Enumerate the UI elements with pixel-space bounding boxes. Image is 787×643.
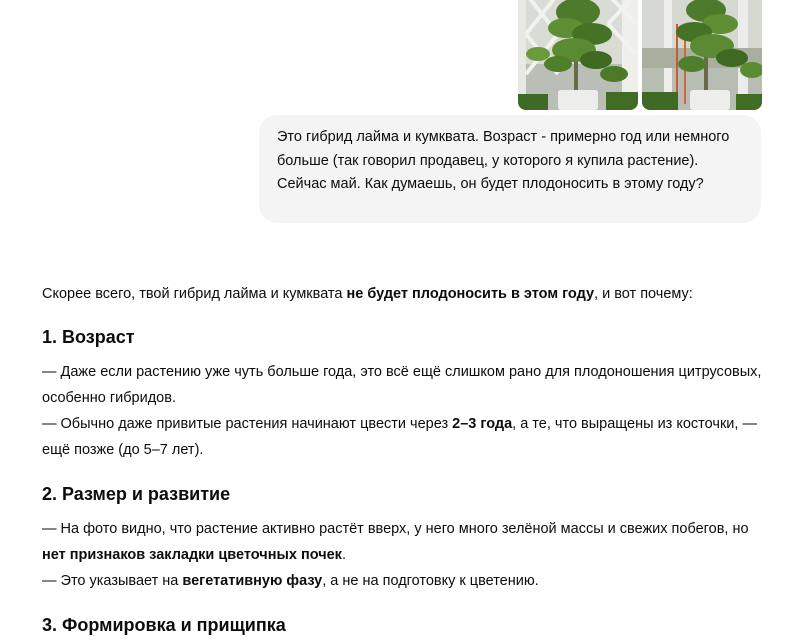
section-title-size: 2. Размер и развитие	[42, 484, 231, 504]
section-line-text: — Даже если растению уже чуть больше года, это всё ещё слишком рано для плодоношения цитрусовых, особенно гибридов.	[42, 364, 762, 406]
plant-photo-2[interactable]	[642, 0, 762, 110]
plant-photo-1-image	[518, 0, 638, 110]
section-line	[42, 359, 772, 411]
user-message-text: Это гибрид лайма и кумквата. Возраст - примерно год или немного больше (так говорил продавец, у которого я купила растение). Сейчас май. Как думаешь, он будет плодоносить в этому году?	[277, 129, 730, 192]
section-line	[42, 411, 772, 463]
section-line-text: — Обычно даже привитые растения начинают цвести через	[42, 416, 453, 432]
reply-intro	[42, 281, 772, 307]
user-message-bubble	[259, 115, 761, 223]
section-line	[42, 516, 772, 568]
section-line	[42, 568, 772, 594]
section-title-shaping: 3. Формировка и прищипка	[42, 615, 286, 635]
section-line-suffix: .	[341, 547, 346, 563]
assistant-reply	[42, 281, 772, 635]
attached-photos	[518, 0, 762, 110]
section-line-bold: 2–3 года	[452, 416, 513, 432]
section-line-text: — На фото видно, что растение активно растёт вверх, у него много зелёной массы и свежих побегов, но	[42, 521, 749, 537]
reply-intro-suffix: , и вот почему:	[594, 286, 693, 302]
plant-photo-1[interactable]	[518, 0, 638, 110]
section-body-size	[42, 516, 772, 594]
section-line-suffix: , а те, что выращены из косточки, — ещё позже (до 5–7 лет).	[42, 416, 757, 458]
reply-intro-bold: не будет плодоносить в этом году	[346, 286, 595, 302]
reply-intro-text: Скорее всего, твой гибрид лайма и кумквата	[42, 286, 347, 302]
section-line-bold: вегетативную фазу	[182, 573, 323, 589]
section-title-age: 1. Возраст	[42, 327, 135, 347]
plant-photo-2-image	[642, 0, 762, 110]
section-body-age	[42, 359, 772, 463]
section-line-bold: нет признаков закладки цветочных почек	[42, 547, 342, 563]
section-line-suffix: , а не на подготовку к цветению.	[322, 573, 539, 589]
section-line-text: — Это указывает на	[42, 573, 183, 589]
